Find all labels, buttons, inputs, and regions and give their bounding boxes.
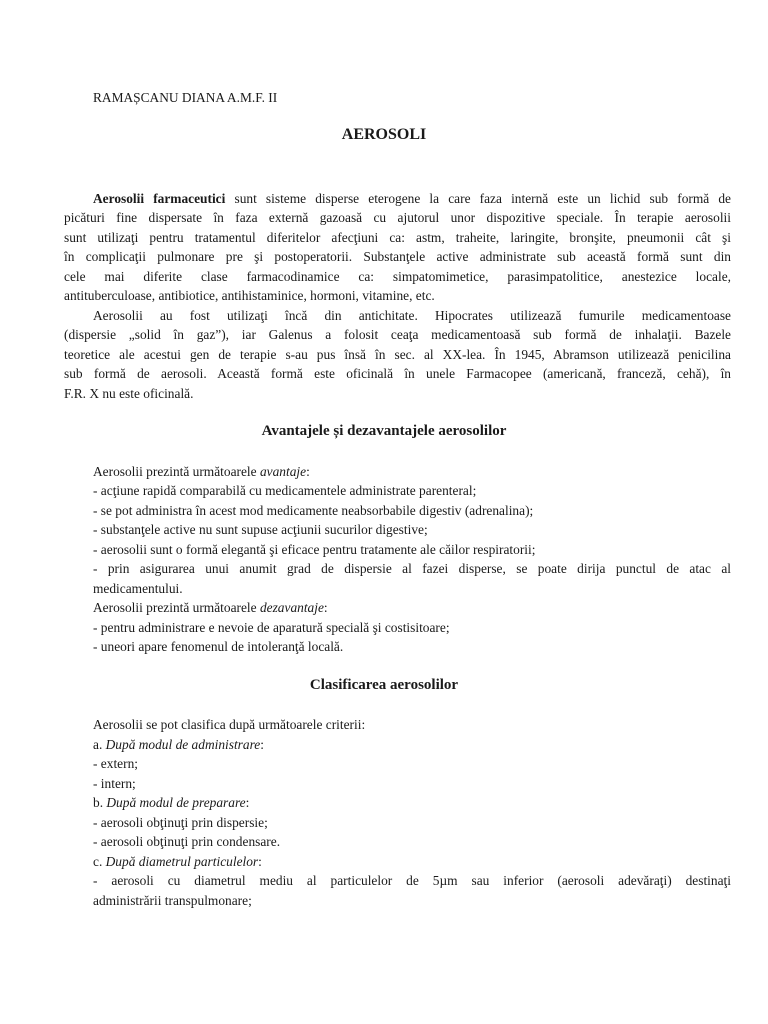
criterion-c-item-1: - aerosoli cu diametrul mediu al particulelor de 5µm sau inferior (aerosoli adevăraţi) destinaţi [93, 873, 731, 888]
disadvantage-item-2: - uneori apare fenomenul de intoleranţă locală. [93, 639, 344, 654]
advantage-item-5-cont: medicamentului. [93, 581, 183, 596]
criterion-c-colon: : [258, 854, 262, 869]
page-title: AEROSOLI [341, 126, 427, 143]
criterion-c-prefix: c. [93, 854, 106, 869]
disadvantages-intro-text: Aerosolii prezintă următoarele [93, 600, 260, 615]
advantage-item-5: - prin asigurarea unui anumit grad de dispersie al fazei disperse, se poate dirija punctul de atac al [93, 561, 731, 576]
intro-text-1: sunt sisteme disperse eterogene la care faza internă este un lichid sub formă de [225, 191, 731, 206]
history-line-4: sub formă de aerosoli. Această formă este oficinală în unele Farmacopee (americană, franceză, cehă), în [64, 366, 731, 381]
disadvantage-item-1: - pentru administrare e nevoie de aparatură specială şi costisitoare; [93, 620, 450, 635]
criterion-a-colon: : [260, 737, 264, 752]
section-heading-classification: Clasificarea aerosolilor [309, 677, 459, 693]
intro-line-1 [93, 189, 731, 209]
criterion-c-label: După diametrul particulelor [105, 854, 259, 869]
criterion-a-prefix: a. [93, 737, 106, 752]
advantage-item-3: - substanţele active nu sunt supuse acţiunii sucurilor digestive; [93, 522, 428, 537]
history-line-5: F.R. X nu este oficinală. [64, 386, 194, 401]
history-line-1: Aerosolii au fost utilizaţi încă din antichitate. Hipocrates utilizează fumurile medicamentoase [93, 308, 731, 323]
author-line: RAMAȘCANU DIANA A.M.F. II [93, 90, 278, 105]
disadvantages-word: dezavantaje [259, 600, 324, 615]
intro-line-2: picături fine dispersate în faza externă gazoasă cu ajutorul unor dispozitive speciale. În terapie aerosolii [64, 210, 731, 225]
advantage-item-1: - acţiune rapidă comparabilă cu medicamentele administrate parenteral; [93, 483, 477, 498]
advantage-item-2: - se pot administra în acest mod medicamente neabsorbabile digestiv (adrenalina); [93, 503, 534, 518]
intro-line-6: antituberculoase, antibiotice, antihistaminice, hormoni, vitamine, etc. [64, 288, 435, 303]
criterion-b [93, 793, 249, 813]
section-heading-advantages: Avantajele și dezavantajele aerosolilor [261, 423, 507, 439]
intro-bold-term: Aerosolii farmaceutici [93, 191, 226, 206]
history-line-3: teoretice ale acestui gen de terapie s-au pus însă în sec. al XX-lea. În 1945, Abramson utilizează penicilina [64, 347, 731, 362]
criterion-c [93, 852, 262, 872]
criterion-b-colon: : [245, 795, 250, 810]
intro-line-3: sunt utilizaţi pentru tratamentul diferitelor afecţiuni ca: astm, traheite, laringite, bronşite, pneumonii cât şi [64, 230, 731, 245]
criterion-a-item-1: - extern; [93, 756, 138, 771]
criterion-b-label: După modul de preparare [106, 795, 246, 810]
criterion-b-item-2: - aerosoli obţinuţi prin condensare. [93, 834, 281, 849]
criterion-b-item-1: - aerosoli obţinuţi prin dispersie; [93, 815, 268, 830]
criterion-a-label: După modul de administrare [105, 737, 261, 752]
advantages-intro-text: Aerosolii prezintă următoarele [93, 464, 260, 479]
advantages-colon: : [306, 464, 310, 479]
intro-line-4: în complicaţii pulmonare pre şi postoperatorii. Substanţele active administrate sub această formă sunt din [64, 249, 731, 264]
classification-intro: Aerosolii se pot clasifica după următoarele criterii: [93, 717, 366, 732]
criterion-a-item-2: - intern; [93, 776, 136, 791]
advantages-intro [93, 462, 310, 482]
history-line-2: (dispersie „solid în gaz”), iar Galenus a folosit ceaţa medicamentoasă sub formă de inhalaţii. Bazele [64, 327, 731, 342]
intro-line-5: cele mai diferite clase farmacodinamice ca: simpatomimetice, parasimpatolitice, anestezice locale, [64, 269, 731, 284]
advantages-word: avantaje [259, 464, 307, 479]
disadvantages-intro [93, 598, 328, 618]
criterion-c-item-1-cont: administrării transpulmonare; [93, 893, 252, 908]
advantage-item-4: - aerosolii sunt o formă elegantă şi eficace pentru tratamente ale căilor respiratorii; [93, 542, 536, 557]
criterion-b-prefix: b. [93, 795, 107, 810]
criterion-a [93, 735, 264, 755]
disadvantages-colon: : [323, 600, 328, 615]
